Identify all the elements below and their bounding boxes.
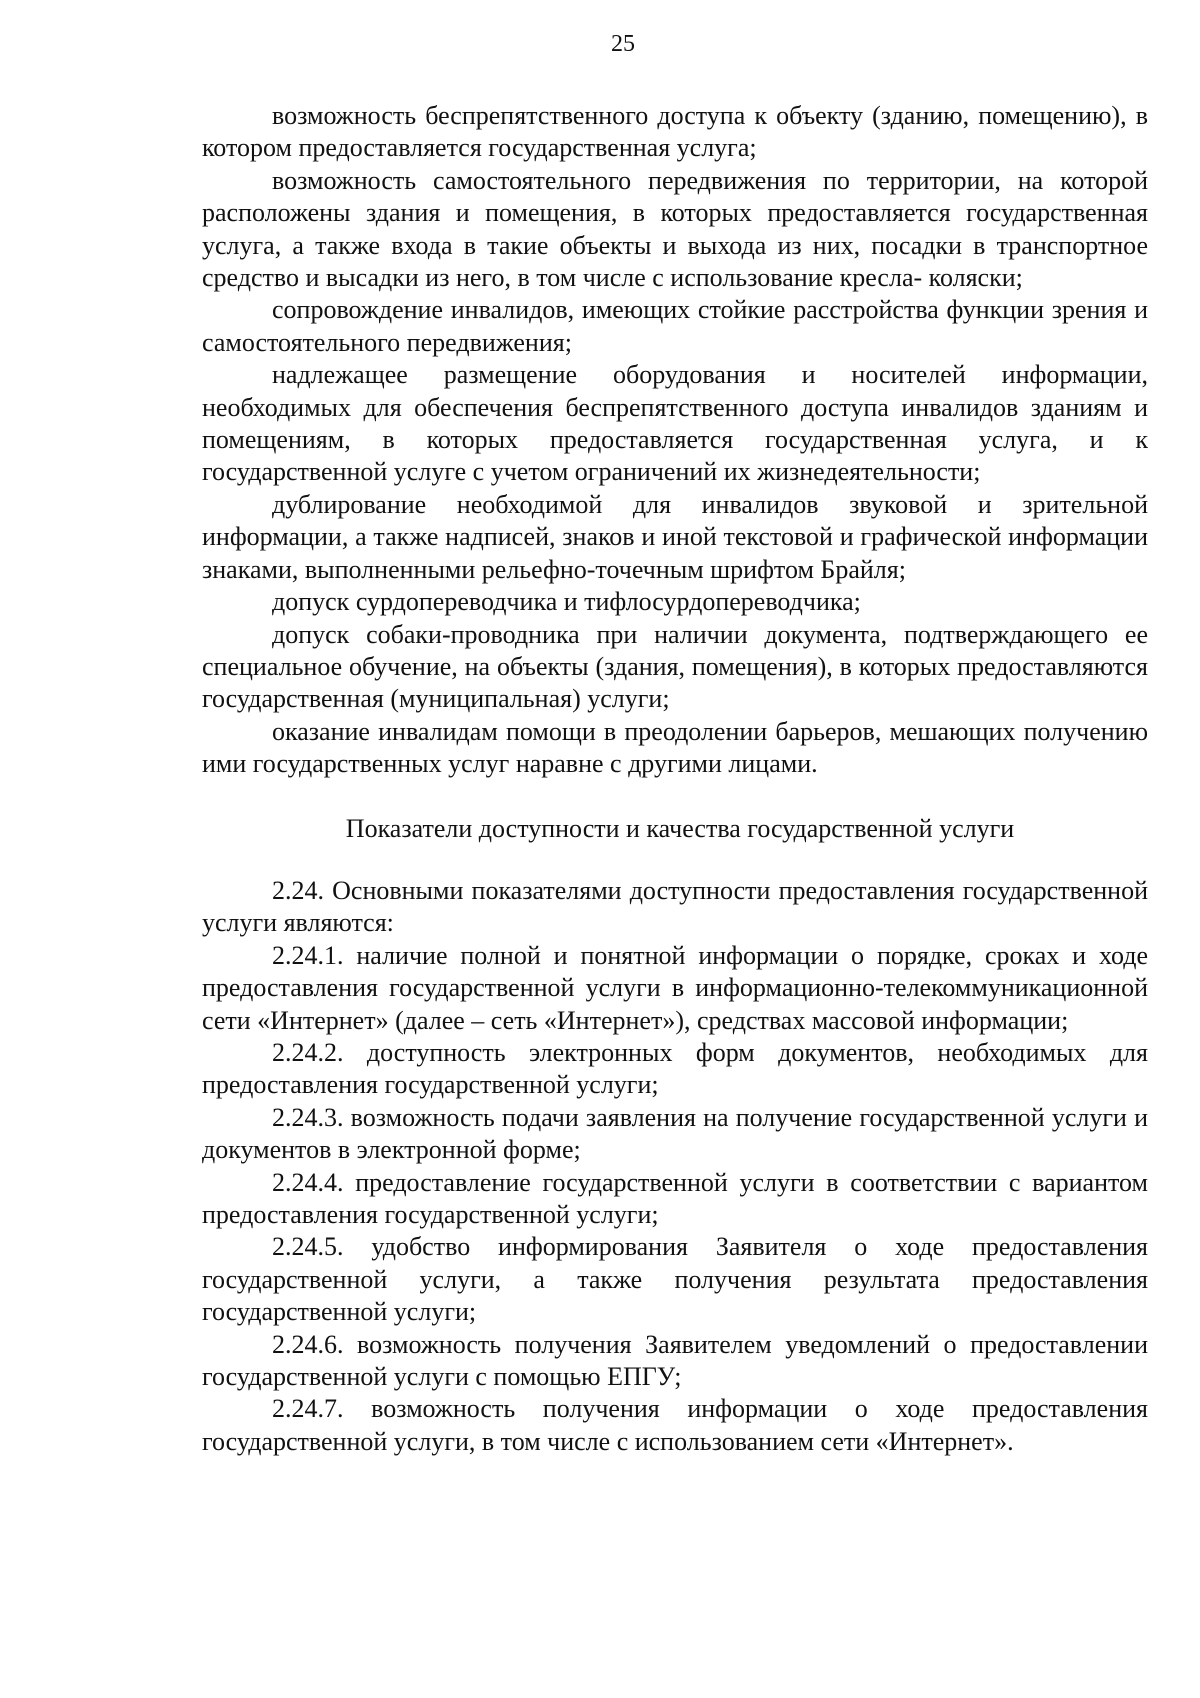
clause-2-24-7: 2.24.7. возможность получения информации о ходе предоставления государственной услуги, в том числе с использованием сети «Интернет».	[202, 1394, 1148, 1456]
clause-2-24-2: 2.24.2. доступность электронных форм документов, необходимых для предоставления государственной услуги;	[202, 1037, 1148, 1100]
section-heading: Показатели доступности и качества государственной услуги	[345, 813, 1015, 843]
paragraph-sign-interpreter: допуск сурдопереводчика и тифлосурдопереводчика;	[272, 587, 861, 617]
paragraph-assistance-barriers: оказание инвалидам помощи в преодолении барьеров, мешающих получению ими государственных услуг наравне с другими лицами.	[202, 716, 1148, 779]
paragraph-access-to-building: возможность беспрепятственного доступа к объекту (зданию, помещению), в котором предоставляется государственная услуга;	[202, 101, 1148, 163]
clause-2-24-3: 2.24.3. возможность подачи заявления на получение государственной услуги и документов в электронной форме;	[202, 1102, 1148, 1165]
clause-2-24-1: 2.24.1. наличие полной и понятной информации о порядке, сроках и ходе предоставления государственной услуги в информационно-телекоммуникационной сети «Интернет» (далее – сеть «Интернет»), средствах массовой информации;	[202, 940, 1148, 1035]
clause-2-24-6: 2.24.6. возможность получения Заявителем уведомлений о предоставлении государственной услуги с помощью ЕПГУ;	[202, 1329, 1148, 1392]
page-number: 25	[611, 31, 635, 57]
document-body	[202, 100, 1148, 1458]
paragraph-guide-dog: допуск собаки-проводника при наличии документа, подтверждающего ее специальное обучение, на объекты (здания, помещения), в которых предоставляются государственная (муниципальная) услуги;	[202, 619, 1148, 714]
clause-2-24-5: 2.24.5. удобство информирования Заявителя о ходе предоставления государственной услуги, а также получения результата предоставления государственной услуги;	[202, 1232, 1148, 1327]
paragraph-braille-duplication: дублирование необходимой для инвалидов звуковой и зрительной информации, а также надписей, знаков и иной текстовой и графической информации знаками, выполненными рельефно-точечным шрифтом Брайля;	[202, 489, 1148, 584]
paragraph-equipment-placement: надлежащее размещение оборудования и носителей информации, необходимых для обеспечения беспрепятственного доступа инвалидов зданиям и помещениям, в которых предоставляется государственная услуга, и к государственной услуге с учетом ограничений их жизнедеятельности;	[202, 360, 1148, 487]
paragraph-independent-movement: возможность самостоятельного передвижения по территории, на которой расположены здания и помещения, в которых предоставляется государственная услуга, а также входа в такие объекты и выхода из них, посадки в транспортное средство и высадки из него, в том числе с использование кресла- коляски;	[202, 165, 1148, 293]
clause-2-24: 2.24. Основными показателями доступности предоставления государственной услуги являются:	[202, 875, 1148, 938]
paragraph-escort-disabled: сопровождение инвалидов, имеющих стойкие расстройства функции зрения и самостоятельного передвижения;	[202, 295, 1148, 357]
clause-2-24-4: 2.24.4. предоставление государственной услуги в соответствии с вариантом предоставления государственной услуги;	[202, 1167, 1148, 1229]
